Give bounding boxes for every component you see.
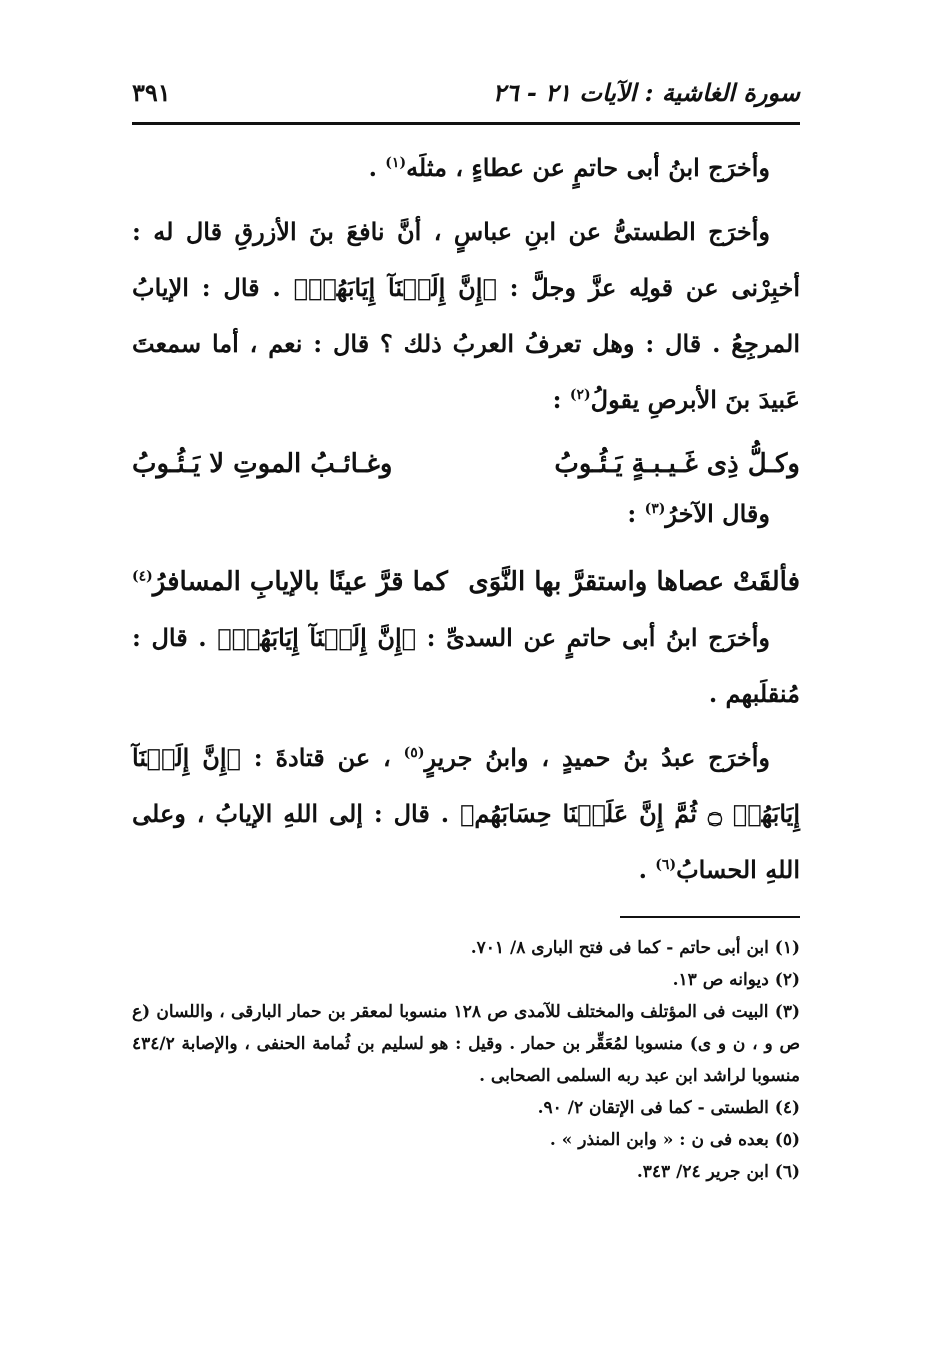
running-header [132, 70, 800, 122]
paragraph-2-text: وأخرَج الطستىُّ عن ابنِ عباسٍ ، أنَّ نافعَ بنَ الأزرقِ قال له : أخبِرْنى عن قولِه عزَّ وجلَّ : ﴿إِنَّ إِلَيۡنَآ إِيَابَهُمۡ﴾ . قال : الإيابُ المرجِعُ . قال : وهل تعرفُ العربُ ذلك ؟ قال : نعم ، أما سمعتَ عَبيدَ بنَ الأبرصِ يقولُ [132, 217, 800, 414]
paragraph-5-text-a: وأخرَج عبدُ بنُ حميدٍ ، وابنُ جريرٍ [424, 743, 771, 772]
header-rule [132, 122, 800, 125]
paragraph-5-end: . [638, 855, 656, 884]
verse-2-second-hemistich-text: كما قرَّ عينًا بالإيابِ المسافرُ [152, 567, 448, 597]
footnote-4: (٤) الطستى - كما فى الإتقان ٢/ ٩٠. [537, 1098, 800, 1118]
footnote-separator [620, 916, 800, 918]
verse-2-second-hemistich [132, 554, 448, 610]
header-title: سورة الغاشية : الآيات ٢١ - ٢٦ [492, 78, 800, 107]
paragraph-2-end: : [552, 385, 570, 414]
footnote-ref-2: (٢) [569, 387, 591, 403]
paragraph-5-text-b: ، عن قتادةَ : ﴿إِنَّ إِلَيۡنَآ إِيَابَهُمۡ ۝ ثُمَّ إِنَّ عَلَيۡنَا حِسَابَهُم﴾ . قال : إلى اللهِ الإيابُ ، وعلى اللهِ الحسابُ [132, 743, 800, 884]
footnote-2: (٢) ديوانه ص ١٣. [672, 970, 800, 990]
paragraph-2 [132, 204, 800, 428]
paragraph-1 [132, 140, 800, 196]
paragraph-3-end: : [627, 499, 645, 528]
verse-1-first-hemistich: وكـلُّ ذِى غَـيـبـةٍ يَـئُـوبُ [554, 449, 800, 479]
paragraph-4 [132, 610, 800, 722]
paragraph-3 [132, 486, 800, 542]
footnote-6: (٦) ابن جرير ٢٤/ ٣٤٣. [636, 1162, 800, 1182]
main-text [132, 140, 800, 898]
footnote-ref-3: (٣) [644, 501, 666, 517]
paragraph-1-text: وأخرَج ابنُ أبى حاتمٍ عن عطاءٍ ، مثلَه [406, 153, 770, 182]
verse-1 [132, 436, 800, 492]
footnote-5: (٥) بعده فى ن : « وابن المنذر » . [549, 1130, 800, 1150]
paragraph-4-text: وأخرَج ابنُ أبى حاتمٍ عن السدىِّ : ﴿إِنَّ إِلَيۡنَآ إِيَابَهُمۡ﴾ . قال : مُنقلَبهم . [132, 623, 800, 708]
footnote-ref-4: (٤) [132, 568, 153, 585]
paragraph-1-end: . [368, 153, 386, 182]
footnote-ref-5: (٥) [403, 745, 425, 761]
verse-1-second-hemistich: وغـائـبُ الموتِ لا يَـئُـوبُ [132, 449, 393, 479]
paragraph-3-text: وقال الآخرُ [665, 499, 770, 528]
footnote-1: (١) ابن أبى حاتم - كما فى فتح البارى ٨/ ٧٠١. [470, 938, 800, 958]
page-number: ٣٩١ [132, 78, 171, 107]
verse-2 [132, 554, 800, 610]
footnote-ref-1: (١) [385, 155, 407, 171]
paragraph-5 [132, 730, 800, 898]
verse-2-first-hemistich: فألقَتْ عصاها واستقرَّ بها النَّوَى [468, 567, 800, 597]
footnote-ref-6: (٦) [655, 857, 677, 873]
footnotes [132, 932, 800, 1188]
footnote-3: (٣) البيت فى المؤتلف والمختلف للآمدى ص ١٢٨ منسوبا لمعقر بن حمار البارقى ، واللسان (ع ص و ، ن و ى) منسوبا لمُعَقِّر بن حمار . وقيل : هو لسليم بن ثُمامة الحنفى ، والإصابة ٤٣٤/٢ منسوبا لراشد ابن عبد ربه السلمى الصحابى . [132, 1002, 801, 1086]
